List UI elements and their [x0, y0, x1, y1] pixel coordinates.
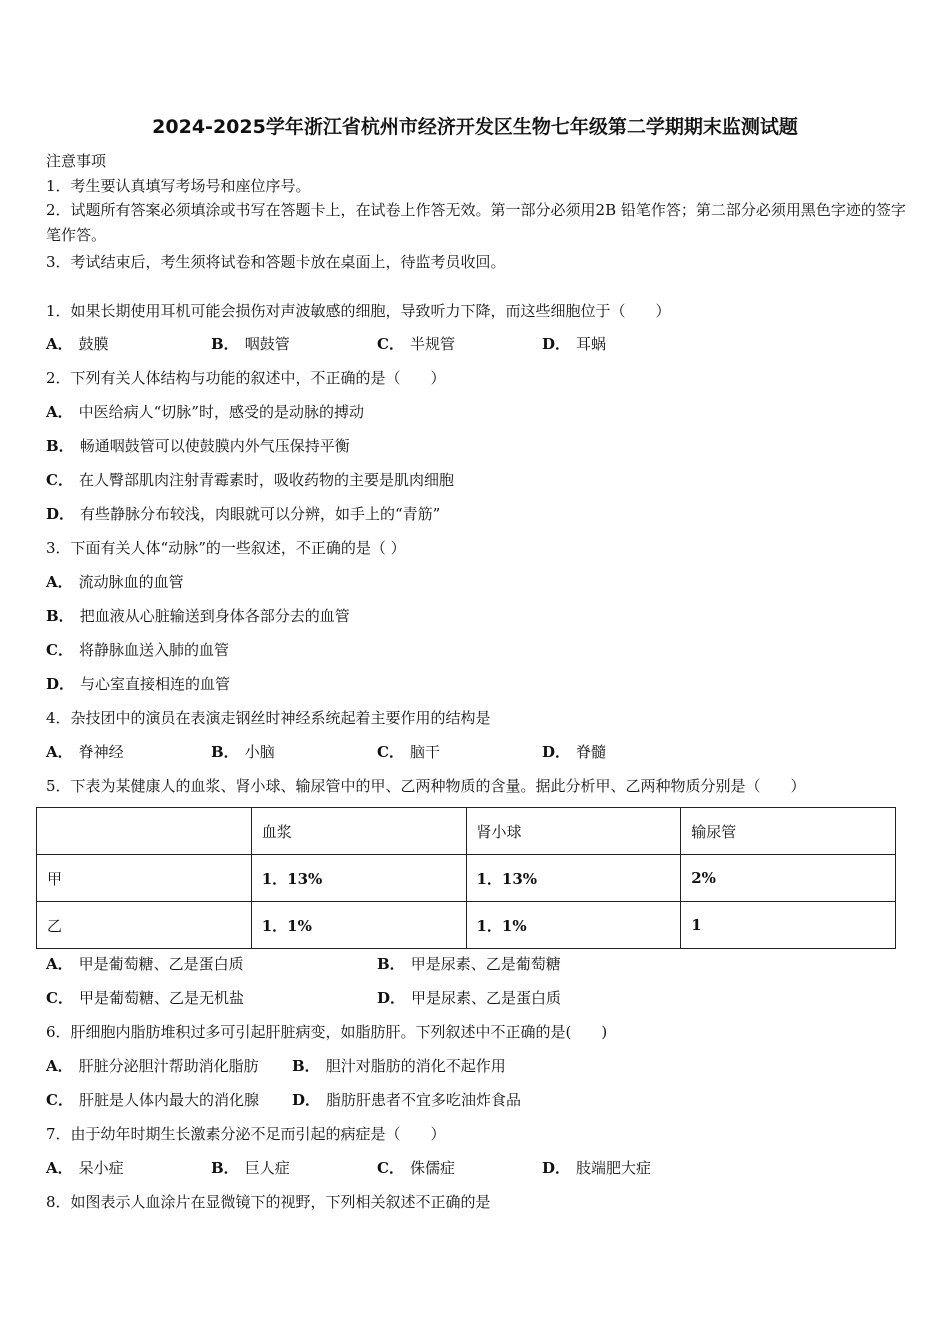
option-label: D． — [46, 505, 75, 523]
option-label: D． — [46, 675, 75, 693]
page-title: 2024-2025学年浙江省杭州市经济开发区生物七年级第二学期期末监测试题 — [152, 116, 798, 138]
question-2-stem: 2．下列有关人体结构与功能的叙述中，不正确的是（ ） — [46, 369, 446, 387]
q6-option-a — [46, 1056, 259, 1076]
option-label: D． — [377, 989, 406, 1007]
option-text: 肝脏是人体内最大的消化腺 — [78, 1091, 259, 1109]
q2-option-b — [46, 436, 350, 456]
option-text: 甲是葡萄糖、乙是无机盐 — [78, 989, 244, 1007]
notice-item-2: 2．试题所有答案必须填涂或书写在答题卡上，在试卷上作答无效。第一部分必须用2B 铅笔作答；第二部分必须用黑色字迹的签字笔作答。 — [46, 201, 906, 244]
table-header-cell — [37, 808, 252, 855]
table-row — [37, 902, 896, 949]
option-text: 畅通咽鼓管可以使鼓膜内外气压保持平衡 — [79, 437, 350, 455]
option-text: 耳蜗 — [576, 335, 607, 353]
option-label: C． — [377, 335, 404, 353]
q7-option-a — [46, 1158, 124, 1178]
option-label: B． — [292, 1057, 320, 1075]
q4-option-b — [211, 742, 275, 762]
question-8-stem: 8．如图表示人血涂片在显微镜下的视野，下列相关叙述不正确的是 — [46, 1193, 491, 1211]
q2-option-d — [46, 504, 440, 524]
q6-option-b — [292, 1056, 506, 1076]
q5-option-a — [46, 954, 244, 974]
option-text: 流动脉血的血管 — [78, 573, 184, 591]
option-label: B． — [211, 743, 239, 761]
option-text: 甲是葡萄糖、乙是蛋白质 — [78, 955, 244, 973]
q5-option-d — [377, 988, 561, 1008]
q4-option-a — [46, 742, 124, 762]
option-label: B． — [46, 607, 74, 625]
option-text: 脑干 — [409, 743, 440, 761]
table-cell: 1．1% — [251, 902, 466, 949]
table-header-cell: 输尿管 — [681, 808, 896, 855]
option-text: 侏儒症 — [409, 1159, 455, 1177]
table-cell: 2% — [681, 855, 896, 902]
q1-option-d — [542, 334, 606, 354]
option-text: 甲是尿素、乙是葡萄糖 — [410, 955, 561, 973]
option-label: C． — [46, 1091, 73, 1109]
option-label: B． — [211, 1159, 239, 1177]
option-text: 有些静脉分布较浅，肉眼就可以分辨，如手上的“青筋” — [80, 505, 441, 523]
option-label: D． — [542, 743, 571, 761]
table-cell: 1 — [681, 902, 896, 949]
option-text: 半规管 — [409, 335, 455, 353]
option-text: 巨人症 — [244, 1159, 290, 1177]
option-text: 肢端肥大症 — [576, 1159, 652, 1177]
option-text: 在人臀部肌肉注射青霉素时，吸收药物的主要是肌肉细胞 — [78, 471, 454, 489]
option-text: 咽鼓管 — [244, 335, 290, 353]
q5-option-c — [46, 988, 244, 1008]
question-3-stem: 3．下面有关人体“动脉”的一些叙述，不正确的是（ ） — [46, 539, 406, 557]
option-text: 脊髓 — [576, 743, 607, 761]
option-text: 将静脉血送入肺的血管 — [78, 641, 229, 659]
notice-item-3: 3．考试结束后，考生须将试卷和答题卡放在桌面上，待监考员收回。 — [46, 253, 506, 271]
option-label: B． — [377, 955, 405, 973]
option-label: A． — [46, 335, 73, 353]
notice-item-1: 1．考生要认真填写考场号和座位序号。 — [46, 177, 311, 195]
q2-option-a — [46, 402, 364, 422]
option-label: C． — [46, 989, 73, 1007]
option-label: C． — [377, 743, 404, 761]
q1-option-c — [377, 334, 455, 354]
option-label: D． — [292, 1091, 321, 1109]
option-text: 与心室直接相连的血管 — [80, 675, 231, 693]
option-label: A． — [46, 403, 73, 421]
table-cell: 1．13% — [466, 855, 681, 902]
option-label: A． — [46, 955, 73, 973]
option-label: B． — [46, 437, 74, 455]
option-label: A． — [46, 1057, 73, 1075]
q4-option-d — [542, 742, 606, 762]
table-header-row — [37, 808, 896, 855]
option-text: 甲是尿素、乙是蛋白质 — [411, 989, 562, 1007]
q1-option-b — [211, 334, 290, 354]
option-text: 呆小症 — [78, 1159, 124, 1177]
q3-option-d — [46, 674, 230, 694]
option-text: 中医给病人“切脉”时，感受的是动脉的搏动 — [78, 403, 364, 421]
option-label: D． — [542, 335, 571, 353]
substance-table — [36, 807, 896, 949]
q3-option-c — [46, 640, 229, 660]
q6-option-c — [46, 1090, 259, 1110]
q2-option-c — [46, 470, 454, 490]
question-7-stem: 7．由于幼年时期生长激素分泌不足而引起的病症是（ ） — [46, 1125, 446, 1143]
option-label: A． — [46, 573, 73, 591]
q7-option-d — [542, 1158, 651, 1178]
q7-option-b — [211, 1158, 290, 1178]
option-text: 小脑 — [244, 743, 275, 761]
table-header-cell: 肾小球 — [466, 808, 681, 855]
notice-heading: 注意事项 — [46, 152, 107, 170]
question-1-stem: 1．如果长期使用耳机可能会损伤对声波敏感的细胞，导致听力下降，而这些细胞位于（ ） — [46, 302, 671, 320]
q3-option-a — [46, 572, 184, 592]
table-cell: 乙 — [37, 902, 252, 949]
question-6-stem: 6．肝细胞内脂肪堆积过多可引起肝脏病变，如脂肪肝。下列叙述中不正确的是( ) — [46, 1023, 608, 1041]
option-label: B． — [211, 335, 239, 353]
option-text: 脂肪肝患者不宜多吃油炸食品 — [326, 1091, 522, 1109]
table-header-cell: 血浆 — [251, 808, 466, 855]
option-text: 鼓膜 — [78, 335, 109, 353]
option-label: A． — [46, 743, 73, 761]
q3-option-b — [46, 606, 350, 626]
option-label: D． — [542, 1159, 571, 1177]
table-cell: 1．1% — [466, 902, 681, 949]
option-text: 肝脏分泌胆汁帮助消化脂肪 — [78, 1057, 259, 1075]
question-5-stem: 5．下表为某健康人的血浆、肾小球、输尿管中的甲、乙两种物质的含量。据此分析甲、乙两种物质分别是（ ） — [46, 777, 806, 795]
q6-option-d — [292, 1090, 521, 1110]
option-text: 把血液从心脏输送到身体各部分去的血管 — [79, 607, 350, 625]
option-label: C． — [46, 641, 73, 659]
q1-option-a — [46, 334, 109, 354]
table-cell: 甲 — [37, 855, 252, 902]
option-text: 胆汁对脂肪的消化不起作用 — [325, 1057, 506, 1075]
option-label: C． — [46, 471, 73, 489]
option-label: C． — [377, 1159, 404, 1177]
q4-option-c — [377, 742, 440, 762]
option-text: 脊神经 — [78, 743, 124, 761]
table-row — [37, 855, 896, 902]
question-4-stem: 4．杂技团中的演员在表演走钢丝时神经系统起着主要作用的结构是 — [46, 709, 491, 727]
q5-option-b — [377, 954, 561, 974]
q7-option-c — [377, 1158, 455, 1178]
option-label: A． — [46, 1159, 73, 1177]
table-cell: 1．13% — [251, 855, 466, 902]
